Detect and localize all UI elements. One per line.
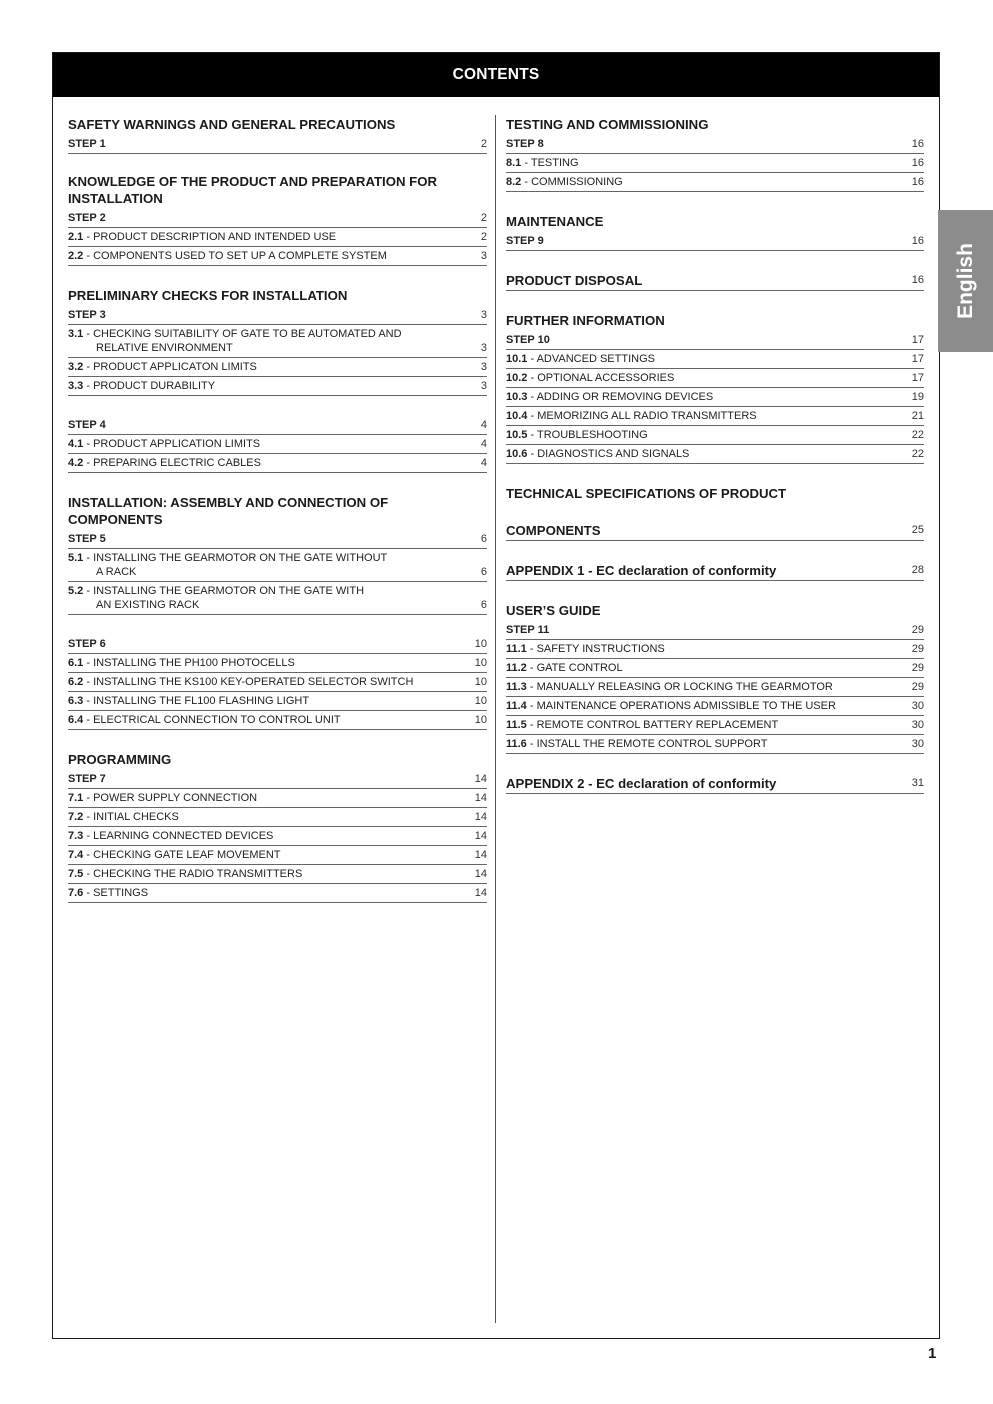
entry-text: - INSTALL THE REMOTE CONTROL SUPPORT — [526, 738, 768, 750]
entry-label: STEP 2 — [68, 212, 106, 224]
toc-entry[interactable] — [68, 435, 487, 454]
column-divider — [495, 115, 496, 1323]
entry-number: 7.2 — [68, 811, 84, 823]
toc-entry[interactable] — [68, 582, 487, 615]
entry-number: 7.4 — [68, 849, 84, 861]
entry-page: 4 — [480, 419, 487, 431]
contents-title: CONTENTS — [452, 66, 540, 83]
entry-text: - PREPARING ELECTRIC CABLES — [83, 457, 261, 469]
entry-text: - INITIAL CHECKS — [83, 811, 179, 823]
section-title: SAFETY WARNINGS AND GENERAL PRECAUTIONS — [68, 117, 396, 132]
entry-text: - CHECKING THE RADIO TRANSMITTERS — [83, 868, 303, 880]
entry-page: 19 — [911, 391, 924, 403]
toc-entry[interactable] — [68, 358, 487, 377]
entry-text: - PRODUCT DESCRIPTION AND INTENDED USE — [83, 231, 337, 243]
entry-page: 14 — [474, 830, 487, 842]
toc-entry[interactable] — [68, 846, 487, 865]
entry-text: - INSTALLING THE GEARMOTOR ON THE GATE WITH — [83, 585, 365, 597]
toc-entry[interactable] — [506, 716, 924, 735]
entry-page: 29 — [911, 643, 924, 655]
section-title-entry[interactable] — [506, 561, 924, 581]
toc-entry[interactable] — [506, 369, 924, 388]
entry-page: 3 — [480, 380, 487, 392]
entry-number: 7.1 — [68, 792, 84, 804]
section-title: TECHNICAL SPECIFICATIONS OF PRODUCT — [506, 486, 787, 501]
toc-entry[interactable] — [506, 697, 924, 716]
entry-page: 3 — [480, 309, 487, 321]
toc-section — [68, 115, 487, 154]
toc-entry[interactable] — [506, 640, 924, 659]
toc-entry-step[interactable] — [506, 621, 924, 640]
toc-section — [506, 115, 924, 192]
toc-entry[interactable] — [68, 827, 487, 846]
entry-text: - COMMISSIONING — [521, 176, 623, 188]
entry-text: - REMOTE CONTROL BATTERY REPLACEMENT — [526, 719, 779, 731]
section-title: USER’S GUIDE — [506, 603, 601, 618]
entry-number: 10.2 — [506, 372, 528, 384]
entry-number: 6.3 — [68, 695, 84, 707]
entry-number: 10.4 — [506, 410, 528, 422]
toc-entry[interactable] — [506, 407, 924, 426]
entry-text: - ELECTRICAL CONNECTION TO CONTROL UNIT — [83, 714, 341, 726]
entry-page: 14 — [474, 811, 487, 823]
entry-page: 14 — [474, 887, 487, 899]
entry-number: 6.1 — [68, 657, 84, 669]
toc-section — [68, 416, 487, 473]
entry-text: - GATE CONTROL — [526, 662, 623, 674]
entry-number: 11.1 — [506, 643, 527, 655]
toc-section — [506, 311, 924, 464]
toc-entry[interactable] — [68, 377, 487, 396]
toc-entry-step[interactable] — [68, 306, 487, 325]
entry-text: - POWER SUPPLY CONNECTION — [83, 792, 258, 804]
entry-page: 16 — [911, 138, 924, 150]
entry-number: 3.3 — [68, 380, 84, 392]
entry-page: 29 — [911, 624, 924, 636]
entry-number: 10.6 — [506, 448, 528, 460]
toc-entry-step[interactable] — [68, 530, 487, 549]
entry-page: 14 — [474, 868, 487, 880]
entry-label: STEP 10 — [506, 334, 550, 346]
entry-page: 17 — [911, 353, 924, 365]
entry-page: 16 — [911, 157, 924, 169]
entry-page: 22 — [911, 429, 924, 441]
entry-label: STEP 8 — [506, 138, 544, 150]
entry-text-continued: AN EXISTING RACK — [96, 599, 200, 611]
entry-label: STEP 6 — [68, 638, 106, 650]
section-title: FURTHER INFORMATION — [506, 313, 665, 328]
toc-entry[interactable] — [68, 247, 487, 266]
entry-number: 11.6 — [506, 738, 527, 750]
entry-text: - INSTALLING THE KS100 KEY-OPERATED SELECTOR SWITCH — [83, 676, 414, 688]
section-title-line: KNOWLEDGE OF THE PRODUCT AND PREPARATION FOR — [68, 174, 437, 189]
entry-label: STEP 7 — [68, 773, 106, 785]
entry-page: 3 — [480, 250, 487, 262]
section-title-line: INSTALLATION — [68, 191, 163, 206]
entry-page: 17 — [911, 372, 924, 384]
entry-text: - MEMORIZING ALL RADIO TRANSMITTERS — [527, 410, 757, 422]
entry-page: 10 — [474, 714, 487, 726]
section-title: TESTING AND COMMISSIONING — [506, 117, 709, 132]
section-title-line: INSTALLATION: ASSEMBLY AND CONNECTION OF — [68, 495, 389, 510]
toc-section — [506, 774, 924, 794]
entry-page: 30 — [911, 700, 924, 712]
entry-number: 8.2 — [506, 176, 522, 188]
entry-page: 3 — [480, 361, 487, 373]
entry-page: 6 — [480, 599, 487, 611]
entry-number: 5.2 — [68, 585, 84, 597]
toc-entry-step[interactable] — [506, 135, 924, 154]
toc-entry-step[interactable] — [68, 770, 487, 789]
entry-text: - SAFETY INSTRUCTIONS — [526, 643, 665, 655]
entry-page: 2 — [480, 138, 487, 150]
entry-number: 4.1 — [68, 438, 84, 450]
entry-number: 10.3 — [506, 391, 528, 403]
section-title-line: COMPONENTS — [68, 512, 163, 527]
entry-text: - CHECKING GATE LEAF MOVEMENT — [83, 849, 281, 861]
entry-text: - DIAGNOSTICS AND SIGNALS — [527, 448, 690, 460]
entry-number: 10.5 — [506, 429, 528, 441]
entry-text-continued: RELATIVE ENVIRONMENT — [96, 342, 233, 354]
entry-number: 3.2 — [68, 361, 84, 373]
section-title-entry[interactable] — [506, 774, 924, 794]
entry-number: 5.1 — [68, 552, 84, 564]
entry-number: 4.2 — [68, 457, 84, 469]
entry-text: - PRODUCT APPLICATION LIMITS — [83, 438, 261, 450]
entry-label: STEP 9 — [506, 235, 544, 247]
entry-page: 10 — [474, 695, 487, 707]
entry-text: - PRODUCT DURABILITY — [83, 380, 216, 392]
entry-number: 11.4 — [506, 700, 527, 712]
entry-page: 14 — [474, 792, 487, 804]
toc-entry[interactable] — [68, 654, 487, 673]
toc-section — [68, 286, 487, 396]
entry-text: - INSTALLING THE PH100 PHOTOCELLS — [83, 657, 295, 669]
toc-entry[interactable] — [68, 789, 487, 808]
section-title: PRODUCT DISPOSAL — [506, 273, 643, 288]
entry-number: 3.1 — [68, 328, 84, 340]
toc-entry-step[interactable] — [506, 232, 924, 251]
language-tab — [938, 210, 993, 352]
entry-number: 2.2 — [68, 250, 84, 262]
entry-page: 22 — [911, 448, 924, 460]
toc-entry[interactable] — [68, 865, 487, 884]
contents-frame — [52, 52, 940, 1339]
entry-number: 2.1 — [68, 231, 84, 243]
toc-entry[interactable] — [68, 325, 487, 358]
toc-entry[interactable] — [68, 884, 487, 903]
toc-entry[interactable] — [68, 711, 487, 730]
entry-page: 14 — [474, 849, 487, 861]
entry-page: 25 — [911, 524, 924, 536]
toc-section — [68, 172, 487, 266]
toc-entry[interactable] — [506, 173, 924, 192]
entry-page: 6 — [480, 533, 487, 545]
toc-entry[interactable] — [506, 659, 924, 678]
entry-number: 7.3 — [68, 830, 84, 842]
entry-number: 7.5 — [68, 868, 84, 880]
toc-entry-step[interactable] — [506, 331, 924, 350]
entry-page: 16 — [911, 176, 924, 188]
entry-page: 3 — [480, 342, 487, 354]
entry-number: 11.2 — [506, 662, 527, 674]
section-title: PRELIMINARY CHECKS FOR INSTALLATION — [68, 288, 348, 303]
toc-entry-step[interactable] — [68, 416, 487, 435]
entry-page: 2 — [480, 231, 487, 243]
toc-entry[interactable] — [68, 228, 487, 247]
section-title-entry[interactable] — [506, 271, 924, 291]
entry-label: STEP 11 — [506, 624, 550, 636]
toc-entry[interactable] — [506, 154, 924, 173]
entry-label: STEP 5 — [68, 533, 106, 545]
toc-section — [68, 750, 487, 903]
entry-label: STEP 3 — [68, 309, 106, 321]
entry-page: 16 — [911, 235, 924, 247]
section-title: COMPONENTS — [506, 523, 601, 538]
section-title: MAINTENANCE — [506, 214, 604, 229]
section-title — [68, 172, 487, 209]
entry-text: - MANUALLY RELEASING OR LOCKING THE GEARMOTOR — [526, 681, 833, 693]
toc-entry[interactable] — [68, 692, 487, 711]
entry-page: 31 — [911, 777, 924, 789]
toc-section — [506, 212, 924, 251]
toc-entry-step[interactable] — [68, 209, 487, 228]
entry-page: 14 — [474, 773, 487, 785]
entry-text: - ADVANCED SETTINGS — [527, 353, 655, 365]
entry-page: 16 — [911, 274, 924, 286]
entry-text-continued: A RACK — [96, 566, 137, 578]
toc-entry[interactable] — [506, 426, 924, 445]
toc-entry[interactable] — [68, 454, 487, 473]
toc-section — [506, 271, 924, 291]
entry-page: 10 — [474, 638, 487, 650]
section-title: PROGRAMMING — [68, 752, 172, 767]
entry-text: - INSTALLING THE GEARMOTOR ON THE GATE WITHOUT — [83, 552, 388, 564]
entry-text: - INSTALLING THE FL100 FLASHING LIGHT — [83, 695, 310, 707]
toc-entry[interactable] — [68, 808, 487, 827]
entry-page: 4 — [480, 438, 487, 450]
entry-number: 11.3 — [506, 681, 527, 693]
toc-entry[interactable] — [68, 673, 487, 692]
toc-section — [68, 635, 487, 730]
entry-number: 8.1 — [506, 157, 522, 169]
toc-section — [506, 484, 924, 541]
entry-text: - COMPONENTS USED TO SET UP A COMPLETE SYSTEM — [83, 250, 387, 262]
toc-section — [506, 561, 924, 581]
entry-text: - SETTINGS — [83, 887, 149, 899]
entry-page: 2 — [480, 212, 487, 224]
right-column — [506, 115, 924, 794]
toc-entry[interactable] — [506, 388, 924, 407]
entry-label: STEP 4 — [68, 419, 106, 431]
toc-entry[interactable] — [506, 735, 924, 754]
entry-number: 11.5 — [506, 719, 527, 731]
entry-text: - MAINTENANCE OPERATIONS ADMISSIBLE TO THE USER — [526, 700, 836, 712]
toc-entry[interactable] — [506, 678, 924, 697]
entry-number: 10.1 — [506, 353, 528, 365]
toc-entry[interactable] — [506, 350, 924, 369]
toc-section — [506, 601, 924, 754]
entry-text: - ADDING OR REMOVING DEVICES — [527, 391, 714, 403]
entry-text: - LEARNING CONNECTED DEVICES — [83, 830, 274, 842]
entry-text: - TESTING — [521, 157, 579, 169]
language-tab-label: English — [953, 243, 977, 319]
entry-page: 28 — [911, 564, 924, 576]
toc-section — [68, 493, 487, 615]
entry-page: 30 — [911, 738, 924, 750]
contents-header — [53, 53, 939, 97]
entry-page: 4 — [480, 457, 487, 469]
entry-page: 6 — [480, 566, 487, 578]
left-column — [68, 115, 487, 903]
section-title: APPENDIX 2 - EC declaration of conformity — [506, 776, 777, 791]
entry-page: 30 — [911, 719, 924, 731]
entry-number: 6.4 — [68, 714, 84, 726]
section-title: APPENDIX 1 - EC declaration of conformity — [506, 563, 777, 578]
entry-text: - PRODUCT APPLICATON LIMITS — [83, 361, 257, 373]
entry-page: 10 — [474, 676, 487, 688]
page-number: 1 — [928, 1345, 937, 1362]
entry-text: - CHECKING SUITABILITY OF GATE TO BE AUTOMATED AND — [83, 328, 402, 340]
entry-page: 17 — [911, 334, 924, 346]
entry-page: 29 — [911, 681, 924, 693]
entry-page: 21 — [911, 410, 924, 422]
entry-number: 7.6 — [68, 887, 84, 899]
toc-entry-step[interactable] — [68, 135, 487, 154]
entry-text: - OPTIONAL ACCESSORIES — [527, 372, 675, 384]
section-title-entry[interactable] — [506, 521, 924, 541]
entry-text: - TROUBLESHOOTING — [527, 429, 648, 441]
entry-number: 6.2 — [68, 676, 84, 688]
toc-entry[interactable] — [506, 445, 924, 464]
entry-label: STEP 1 — [68, 138, 106, 150]
toc-entry[interactable] — [68, 549, 487, 582]
section-title — [68, 493, 487, 530]
entry-page: 29 — [911, 662, 924, 674]
toc-entry-step[interactable] — [68, 635, 487, 654]
entry-page: 10 — [474, 657, 487, 669]
